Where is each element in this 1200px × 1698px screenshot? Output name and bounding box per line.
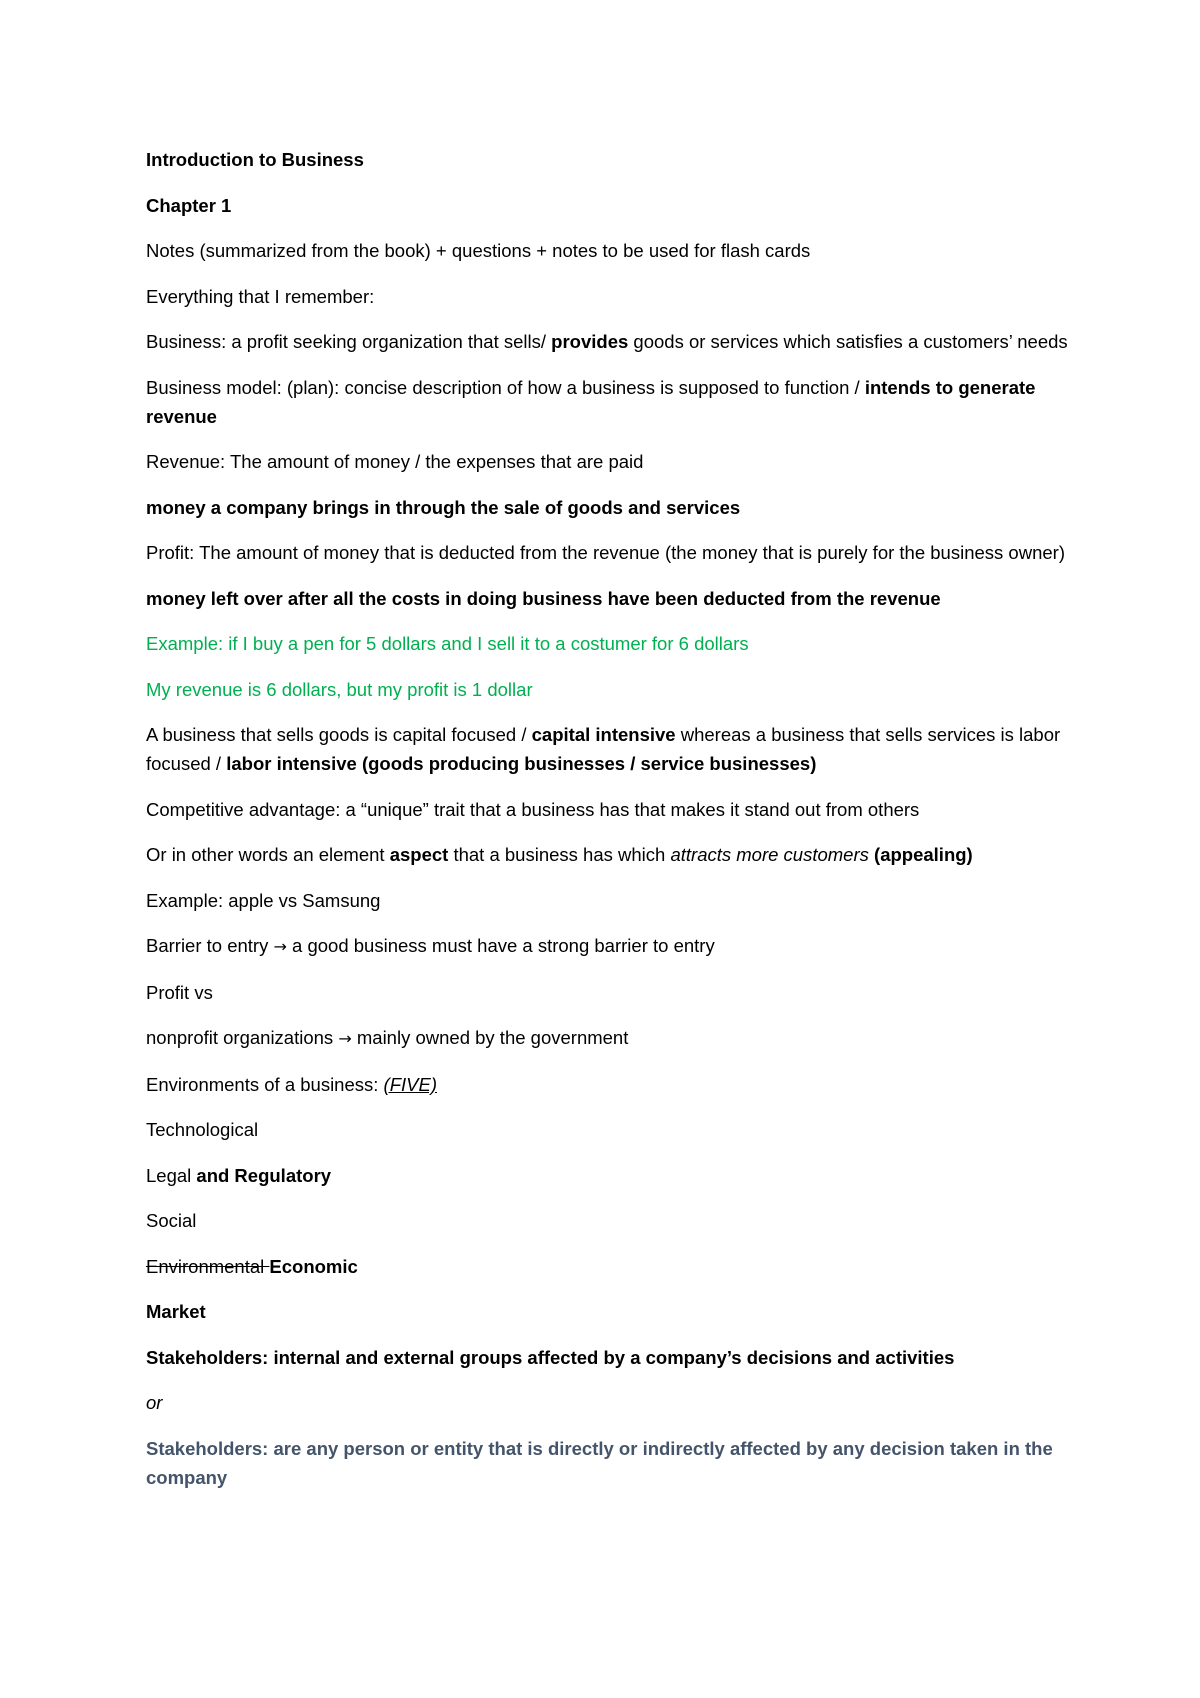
text-run: Environments of a business:	[146, 1073, 384, 1095]
text-run: a good business must have a strong barrier to entry	[286, 935, 715, 956]
chapter-heading: Chapter 1	[146, 194, 232, 216]
note-line-example-revenue	[146, 675, 1076, 704]
text-run: A business that sells goods is capital focused /	[146, 724, 532, 745]
document-title: Introduction to Business	[146, 149, 364, 170]
text-run: provides	[551, 331, 629, 352]
text-run: money a company brings in through the sale of goods and services	[146, 496, 741, 518]
document-body	[146, 145, 1076, 1508]
text-run: Competitive advantage: a “unique” trait that a business has that makes it stand out from others	[146, 798, 920, 820]
note-line-stakeholders-def	[146, 1343, 1076, 1372]
text-run: Environmental	[146, 1255, 270, 1277]
note-line-env-economic	[146, 1252, 1076, 1281]
text-run: My revenue is 6 dollars, but my profit is 1 dollar	[146, 678, 533, 700]
text-run: Example: apple vs Samsung	[146, 889, 381, 911]
text-run: attracts more customers	[670, 844, 869, 865]
text-run: (goods producing businesses / service businesses)	[361, 753, 817, 774]
text-run: Profit: The amount of money that is deducted from the revenue (the money that is purely for the business owner)	[146, 542, 1065, 563]
arrow-icon: →	[273, 937, 287, 956]
text-run: Business: a profit seeking organization that sells/	[146, 331, 552, 352]
note-line-everything-remember	[146, 282, 1076, 311]
text-run: money left over after all the costs in doing business have been deducted from the revenue	[146, 587, 941, 609]
text-run: Market	[146, 1301, 206, 1322]
note-line-env-legal	[146, 1161, 1076, 1190]
text-run: Technological	[146, 1119, 259, 1140]
text-run: aspect	[389, 844, 449, 865]
text-run: nonprofit organizations	[146, 1027, 339, 1048]
note-line-profit-def	[146, 538, 1076, 567]
text-run: intends to generate revenue	[146, 376, 1036, 427]
note-line-other-words	[146, 840, 1076, 869]
text-run: mainly owned by the government	[351, 1027, 629, 1048]
text-run: whereas a business that sells services is labor focused /	[146, 724, 1061, 774]
note-line-or	[146, 1388, 1076, 1417]
text-run: Legal	[146, 1164, 197, 1186]
text-run: Revenue: The amount of money / the expenses that are paid	[146, 451, 644, 472]
note-line-nonprofit	[146, 1023, 1076, 1053]
note-line-example-apple	[146, 886, 1076, 915]
note-line-intro-notes	[146, 236, 1076, 265]
text-run: Economic	[269, 1255, 358, 1277]
note-line-revenue-def-bold	[146, 493, 1076, 522]
note-line-env-social	[146, 1206, 1076, 1235]
note-line-business-model-def	[146, 373, 1076, 431]
note-line-env-technological	[146, 1115, 1076, 1144]
text-run: (FIVE)	[383, 1073, 437, 1095]
text-run: and Regulatory	[196, 1164, 332, 1186]
text-run: Example: if I buy a pen for 5 dollars and I sell it to a costumer for 6 dollars	[146, 633, 749, 654]
text-run: labor intensive	[226, 753, 357, 774]
note-line-example-pen	[146, 629, 1076, 658]
note-line-stakeholders-def-alt	[146, 1434, 1076, 1492]
text-run: or	[146, 1392, 163, 1413]
text-run: (appealing)	[874, 844, 973, 865]
note-line-profit-vs	[146, 978, 1076, 1007]
text-run: Stakeholders: internal and external groups affected by a company’s decisions and activities	[146, 1346, 955, 1368]
text-run: goods or services which satisfies a customers’ needs	[628, 331, 1068, 352]
note-line-barrier	[146, 931, 1076, 961]
note-line-business-def	[146, 327, 1076, 356]
text-run: Social	[146, 1210, 197, 1231]
notes-lines	[146, 236, 1076, 1492]
text-run: Stakeholders: are any person or entity that is directly or indirectly affected by any decision taken in the company	[146, 1437, 1053, 1488]
note-line-capital-labor	[146, 720, 1076, 778]
text-run: capital intensive	[531, 724, 676, 745]
text-run: Or in other words an element	[146, 844, 390, 865]
note-line-env-market	[146, 1297, 1076, 1326]
note-line-profit-def-bold	[146, 584, 1076, 613]
text-run: Notes (summarized from the book) + questions + notes to be used for flash cards	[146, 240, 811, 261]
text-run: Business model: (plan): concise description of how a business is supposed to function /	[146, 376, 865, 398]
text-run: Everything that I remember:	[146, 285, 375, 307]
note-line-competitive-advantage	[146, 795, 1076, 824]
arrow-icon: →	[338, 1029, 352, 1048]
text-run: that a business has which	[448, 844, 671, 865]
text-run: Profit vs	[146, 981, 213, 1003]
note-line-environments	[146, 1070, 1076, 1099]
note-line-revenue-def	[146, 447, 1076, 476]
text-run: Barrier to entry	[146, 935, 274, 956]
